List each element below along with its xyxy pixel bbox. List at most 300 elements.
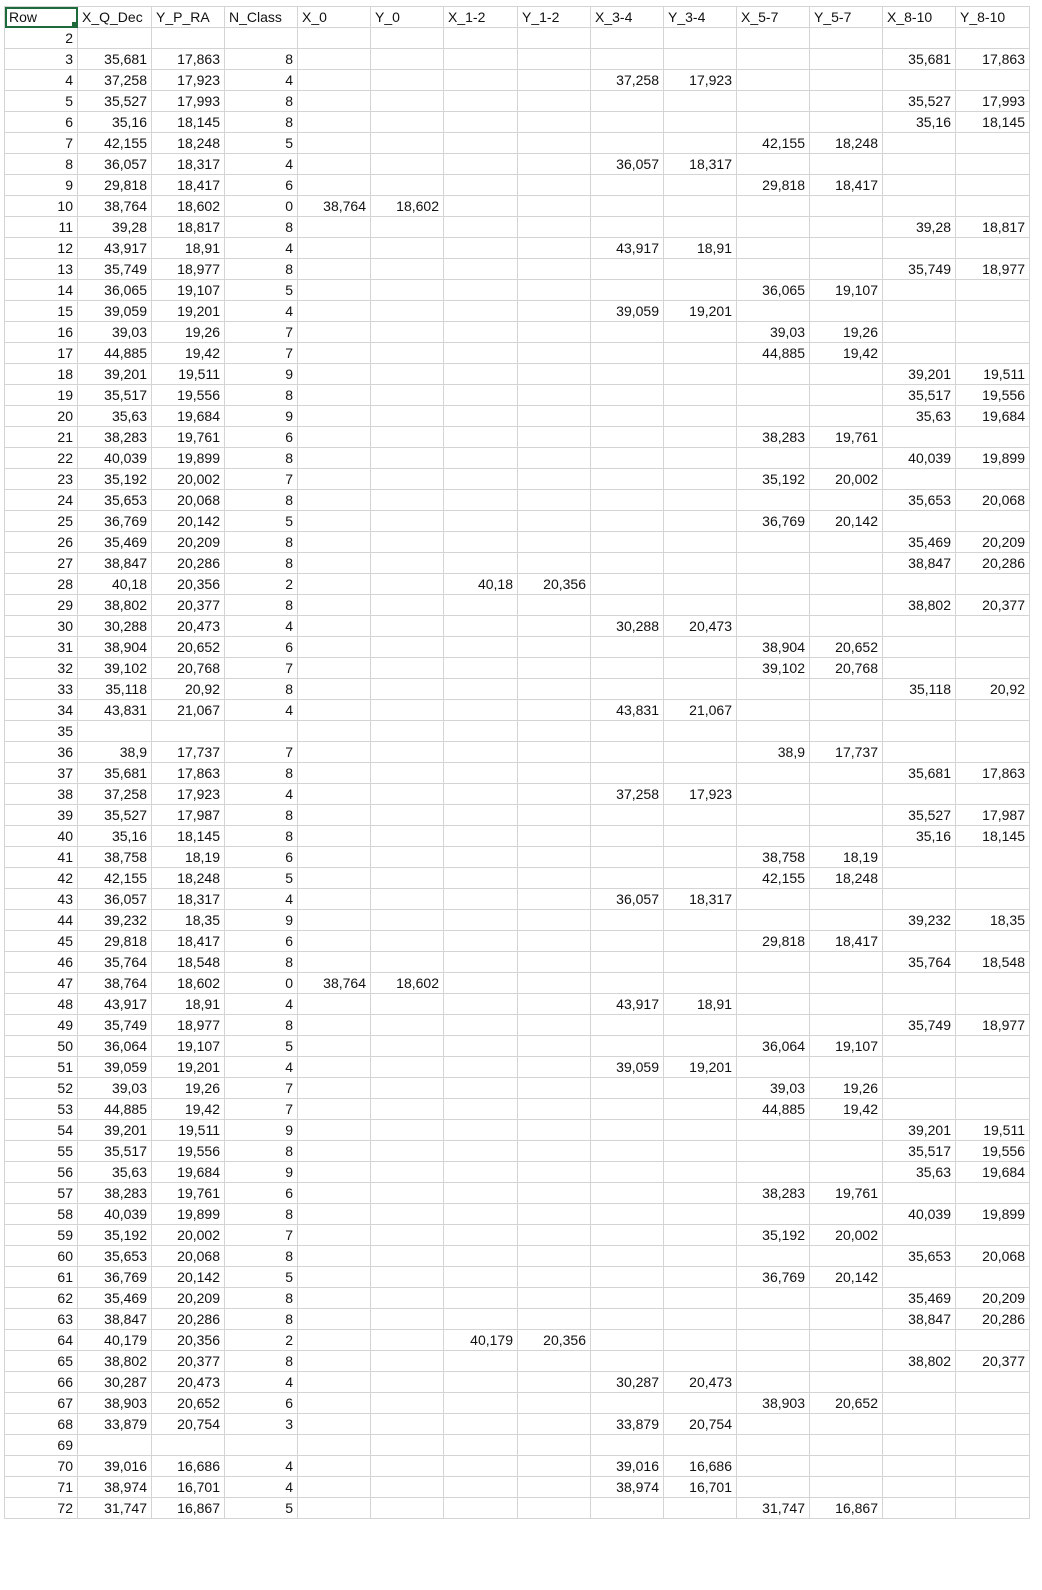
data-cell[interactable] — [956, 1435, 1030, 1456]
data-cell[interactable] — [518, 1393, 591, 1414]
data-cell[interactable]: 2 — [225, 1330, 298, 1351]
data-cell[interactable] — [444, 301, 518, 322]
data-cell[interactable]: 17,737 — [152, 742, 225, 763]
data-cell[interactable] — [883, 301, 956, 322]
data-cell[interactable] — [883, 280, 956, 301]
data-cell[interactable] — [518, 175, 591, 196]
data-cell[interactable] — [78, 721, 152, 742]
data-cell[interactable] — [518, 322, 591, 343]
data-cell[interactable]: 38,904 — [737, 637, 810, 658]
data-cell[interactable] — [298, 175, 371, 196]
data-cell[interactable]: 8 — [225, 1351, 298, 1372]
data-cell[interactable] — [298, 259, 371, 280]
data-cell[interactable]: 38,847 — [78, 1309, 152, 1330]
data-cell[interactable]: 19,201 — [664, 1057, 737, 1078]
data-cell[interactable]: 18,19 — [810, 847, 883, 868]
data-cell[interactable] — [298, 889, 371, 910]
data-cell[interactable] — [956, 175, 1030, 196]
data-cell[interactable] — [737, 364, 810, 385]
data-cell[interactable]: 39,059 — [78, 1057, 152, 1078]
data-cell[interactable]: 19,899 — [956, 1204, 1030, 1225]
data-cell[interactable] — [956, 994, 1030, 1015]
data-cell[interactable] — [883, 784, 956, 805]
data-cell[interactable]: 35,653 — [883, 1246, 956, 1267]
data-cell[interactable] — [444, 1057, 518, 1078]
data-cell[interactable] — [591, 469, 664, 490]
data-cell[interactable]: 18,417 — [810, 175, 883, 196]
data-cell[interactable]: 20,209 — [956, 1288, 1030, 1309]
data-cell[interactable] — [883, 742, 956, 763]
data-cell[interactable] — [664, 1393, 737, 1414]
data-cell[interactable] — [444, 805, 518, 826]
data-cell[interactable] — [591, 763, 664, 784]
data-cell[interactable] — [444, 91, 518, 112]
header-cell[interactable]: Y_0 — [371, 7, 444, 28]
data-cell[interactable]: 8 — [225, 490, 298, 511]
data-cell[interactable]: 29,818 — [78, 175, 152, 196]
data-cell[interactable] — [518, 616, 591, 637]
data-cell[interactable] — [591, 952, 664, 973]
data-cell[interactable] — [883, 1330, 956, 1351]
data-cell[interactable]: 9 — [225, 910, 298, 931]
data-cell[interactable] — [737, 91, 810, 112]
data-cell[interactable] — [591, 1225, 664, 1246]
data-cell[interactable] — [444, 1477, 518, 1498]
data-cell[interactable]: 33,879 — [591, 1414, 664, 1435]
data-cell[interactable]: 39,201 — [883, 1120, 956, 1141]
data-cell[interactable] — [444, 70, 518, 91]
row-number-cell[interactable]: 49 — [5, 1015, 78, 1036]
data-cell[interactable]: 35,63 — [883, 1162, 956, 1183]
data-cell[interactable]: 20,768 — [152, 658, 225, 679]
row-number-cell[interactable]: 32 — [5, 658, 78, 679]
row-number-cell[interactable]: 14 — [5, 280, 78, 301]
data-cell[interactable]: 40,18 — [78, 574, 152, 595]
data-cell[interactable] — [664, 574, 737, 595]
data-cell[interactable] — [518, 490, 591, 511]
data-cell[interactable] — [371, 1372, 444, 1393]
data-cell[interactable] — [371, 364, 444, 385]
data-cell[interactable] — [883, 175, 956, 196]
data-cell[interactable] — [810, 1435, 883, 1456]
row-number-cell[interactable]: 34 — [5, 700, 78, 721]
data-cell[interactable] — [810, 952, 883, 973]
data-cell[interactable]: 20,002 — [810, 1225, 883, 1246]
data-cell[interactable]: 6 — [225, 1183, 298, 1204]
data-cell[interactable] — [518, 1309, 591, 1330]
data-cell[interactable] — [298, 469, 371, 490]
data-cell[interactable] — [518, 1057, 591, 1078]
data-cell[interactable] — [883, 889, 956, 910]
row-number-cell[interactable]: 40 — [5, 826, 78, 847]
data-cell[interactable] — [298, 1498, 371, 1519]
data-cell[interactable]: 19,761 — [810, 1183, 883, 1204]
data-cell[interactable] — [591, 1078, 664, 1099]
data-cell[interactable] — [152, 1435, 225, 1456]
data-cell[interactable]: 19,26 — [152, 1078, 225, 1099]
data-cell[interactable] — [956, 427, 1030, 448]
data-cell[interactable] — [444, 175, 518, 196]
data-cell[interactable] — [371, 595, 444, 616]
data-cell[interactable] — [810, 553, 883, 574]
data-cell[interactable]: 3 — [225, 1414, 298, 1435]
data-cell[interactable] — [371, 952, 444, 973]
data-cell[interactable] — [591, 742, 664, 763]
data-cell[interactable]: 36,057 — [591, 154, 664, 175]
row-number-cell[interactable]: 37 — [5, 763, 78, 784]
data-cell[interactable] — [518, 1225, 591, 1246]
data-cell[interactable] — [664, 49, 737, 70]
data-cell[interactable]: 19,761 — [152, 427, 225, 448]
data-cell[interactable] — [444, 931, 518, 952]
data-cell[interactable]: 7 — [225, 658, 298, 679]
data-cell[interactable] — [737, 1435, 810, 1456]
data-cell[interactable] — [956, 322, 1030, 343]
data-cell[interactable] — [444, 994, 518, 1015]
data-cell[interactable]: 19,26 — [810, 1078, 883, 1099]
data-cell[interactable]: 35,192 — [78, 1225, 152, 1246]
data-cell[interactable]: 35,764 — [883, 952, 956, 973]
data-cell[interactable] — [298, 1099, 371, 1120]
data-cell[interactable] — [664, 742, 737, 763]
data-cell[interactable]: 18,248 — [810, 133, 883, 154]
data-cell[interactable]: 38,9 — [78, 742, 152, 763]
data-cell[interactable]: 18,35 — [956, 910, 1030, 931]
data-cell[interactable] — [518, 1015, 591, 1036]
data-cell[interactable]: 43,917 — [591, 238, 664, 259]
data-cell[interactable] — [371, 1078, 444, 1099]
data-cell[interactable]: 19,899 — [956, 448, 1030, 469]
data-cell[interactable]: 8 — [225, 49, 298, 70]
data-cell[interactable] — [78, 28, 152, 49]
data-cell[interactable] — [518, 1183, 591, 1204]
data-cell[interactable]: 0 — [225, 973, 298, 994]
data-cell[interactable]: 36,065 — [78, 280, 152, 301]
data-cell[interactable]: 19,761 — [810, 427, 883, 448]
data-cell[interactable] — [591, 868, 664, 889]
data-cell[interactable]: 20,652 — [810, 1393, 883, 1414]
data-cell[interactable] — [591, 1351, 664, 1372]
header-cell[interactable]: Y_8-10 — [956, 7, 1030, 28]
data-cell[interactable] — [956, 637, 1030, 658]
data-cell[interactable]: 17,863 — [956, 49, 1030, 70]
data-cell[interactable] — [956, 784, 1030, 805]
row-number-cell[interactable]: 41 — [5, 847, 78, 868]
data-cell[interactable] — [371, 280, 444, 301]
row-number-cell[interactable]: 65 — [5, 1351, 78, 1372]
data-cell[interactable]: 38,283 — [737, 427, 810, 448]
data-cell[interactable]: 19,42 — [152, 1099, 225, 1120]
data-cell[interactable] — [737, 70, 810, 91]
data-cell[interactable]: 20,377 — [956, 1351, 1030, 1372]
data-cell[interactable] — [956, 133, 1030, 154]
header-cell[interactable]: X_1-2 — [444, 7, 518, 28]
data-cell[interactable] — [444, 1351, 518, 1372]
row-number-cell[interactable]: 2 — [5, 28, 78, 49]
data-cell[interactable]: 42,155 — [737, 133, 810, 154]
data-cell[interactable]: 20,473 — [664, 616, 737, 637]
data-cell[interactable]: 40,039 — [78, 1204, 152, 1225]
data-cell[interactable] — [664, 1015, 737, 1036]
row-number-cell[interactable]: 39 — [5, 805, 78, 826]
data-cell[interactable]: 39,03 — [78, 1078, 152, 1099]
data-cell[interactable] — [518, 868, 591, 889]
data-cell[interactable]: 42,155 — [737, 868, 810, 889]
data-cell[interactable] — [883, 847, 956, 868]
data-cell[interactable] — [298, 1456, 371, 1477]
header-cell[interactable]: X_5-7 — [737, 7, 810, 28]
data-cell[interactable]: 18,91 — [664, 238, 737, 259]
data-cell[interactable] — [444, 889, 518, 910]
data-cell[interactable]: 38,758 — [737, 847, 810, 868]
data-cell[interactable] — [371, 1225, 444, 1246]
data-cell[interactable] — [810, 595, 883, 616]
data-cell[interactable] — [591, 1036, 664, 1057]
data-cell[interactable]: 19,556 — [956, 1141, 1030, 1162]
row-number-cell[interactable]: 44 — [5, 910, 78, 931]
data-cell[interactable] — [298, 994, 371, 1015]
data-cell[interactable] — [444, 826, 518, 847]
data-cell[interactable]: 33,879 — [78, 1414, 152, 1435]
data-cell[interactable] — [298, 91, 371, 112]
data-cell[interactable] — [664, 490, 737, 511]
data-cell[interactable]: 39,201 — [883, 364, 956, 385]
data-cell[interactable] — [737, 259, 810, 280]
data-cell[interactable] — [298, 301, 371, 322]
data-cell[interactable] — [518, 763, 591, 784]
data-cell[interactable] — [737, 490, 810, 511]
data-cell[interactable]: 17,863 — [956, 763, 1030, 784]
data-cell[interactable] — [810, 364, 883, 385]
data-cell[interactable]: 40,18 — [444, 574, 518, 595]
data-cell[interactable] — [371, 1141, 444, 1162]
data-cell[interactable]: 43,917 — [78, 994, 152, 1015]
row-number-cell[interactable]: 42 — [5, 868, 78, 889]
data-cell[interactable] — [664, 763, 737, 784]
data-cell[interactable] — [444, 154, 518, 175]
data-cell[interactable] — [956, 742, 1030, 763]
data-cell[interactable] — [883, 721, 956, 742]
data-cell[interactable] — [737, 28, 810, 49]
data-cell[interactable] — [371, 1183, 444, 1204]
data-cell[interactable] — [444, 133, 518, 154]
data-cell[interactable] — [737, 1372, 810, 1393]
data-cell[interactable]: 8 — [225, 448, 298, 469]
data-cell[interactable] — [371, 1267, 444, 1288]
data-cell[interactable]: 20,377 — [956, 595, 1030, 616]
data-cell[interactable] — [810, 826, 883, 847]
data-cell[interactable] — [444, 1393, 518, 1414]
data-cell[interactable] — [591, 1015, 664, 1036]
row-number-cell[interactable]: 36 — [5, 742, 78, 763]
data-cell[interactable]: 35,469 — [78, 1288, 152, 1309]
data-cell[interactable] — [225, 1435, 298, 1456]
data-cell[interactable]: 20,92 — [152, 679, 225, 700]
data-cell[interactable] — [737, 1456, 810, 1477]
data-cell[interactable] — [591, 1099, 664, 1120]
data-cell[interactable] — [518, 1246, 591, 1267]
data-cell[interactable]: 35,527 — [78, 91, 152, 112]
data-cell[interactable] — [518, 259, 591, 280]
data-cell[interactable]: 8 — [225, 217, 298, 238]
data-cell[interactable]: 35,517 — [883, 1141, 956, 1162]
data-cell[interactable] — [956, 721, 1030, 742]
data-cell[interactable]: 35,16 — [883, 826, 956, 847]
data-cell[interactable]: 39,059 — [591, 301, 664, 322]
data-cell[interactable] — [810, 910, 883, 931]
data-cell[interactable] — [883, 616, 956, 637]
data-cell[interactable]: 17,923 — [152, 70, 225, 91]
data-cell[interactable] — [518, 364, 591, 385]
data-cell[interactable] — [371, 448, 444, 469]
data-cell[interactable]: 20,002 — [152, 1225, 225, 1246]
data-cell[interactable] — [518, 1078, 591, 1099]
data-cell[interactable] — [591, 1246, 664, 1267]
data-cell[interactable]: 5 — [225, 1267, 298, 1288]
data-cell[interactable] — [883, 427, 956, 448]
data-cell[interactable] — [810, 1120, 883, 1141]
data-cell[interactable] — [371, 910, 444, 931]
data-cell[interactable] — [371, 1435, 444, 1456]
data-cell[interactable] — [956, 1477, 1030, 1498]
data-cell[interactable] — [810, 994, 883, 1015]
data-cell[interactable]: 0 — [225, 196, 298, 217]
data-cell[interactable] — [298, 490, 371, 511]
data-cell[interactable]: 20,142 — [810, 511, 883, 532]
row-number-cell[interactable]: 28 — [5, 574, 78, 595]
data-cell[interactable] — [664, 721, 737, 742]
data-cell[interactable]: 39,03 — [78, 322, 152, 343]
data-cell[interactable] — [298, 763, 371, 784]
row-number-cell[interactable]: 71 — [5, 1477, 78, 1498]
data-cell[interactable]: 39,201 — [78, 364, 152, 385]
data-cell[interactable]: 20,652 — [152, 1393, 225, 1414]
data-cell[interactable] — [737, 1477, 810, 1498]
data-cell[interactable] — [664, 532, 737, 553]
data-cell[interactable] — [298, 1309, 371, 1330]
data-cell[interactable] — [371, 1477, 444, 1498]
data-cell[interactable]: 20,356 — [152, 574, 225, 595]
data-cell[interactable]: 39,232 — [78, 910, 152, 931]
data-cell[interactable] — [591, 910, 664, 931]
data-cell[interactable]: 8 — [225, 1015, 298, 1036]
data-cell[interactable] — [810, 1015, 883, 1036]
data-cell[interactable]: 8 — [225, 1246, 298, 1267]
row-number-cell[interactable]: 38 — [5, 784, 78, 805]
data-cell[interactable]: 8 — [225, 385, 298, 406]
data-cell[interactable] — [444, 448, 518, 469]
data-cell[interactable] — [444, 280, 518, 301]
row-number-cell[interactable]: 31 — [5, 637, 78, 658]
data-cell[interactable]: 19,42 — [810, 1099, 883, 1120]
data-cell[interactable] — [298, 1288, 371, 1309]
data-cell[interactable] — [883, 1183, 956, 1204]
data-cell[interactable] — [956, 931, 1030, 952]
data-cell[interactable] — [591, 322, 664, 343]
data-cell[interactable]: 8 — [225, 532, 298, 553]
data-cell[interactable] — [737, 994, 810, 1015]
data-cell[interactable] — [371, 28, 444, 49]
row-number-cell[interactable]: 33 — [5, 679, 78, 700]
data-cell[interactable] — [737, 301, 810, 322]
row-number-cell[interactable]: 70 — [5, 1456, 78, 1477]
data-cell[interactable]: 38,802 — [78, 1351, 152, 1372]
data-cell[interactable] — [883, 1225, 956, 1246]
row-number-cell[interactable]: 5 — [5, 91, 78, 112]
data-cell[interactable] — [298, 616, 371, 637]
data-cell[interactable]: 39,102 — [737, 658, 810, 679]
row-number-cell[interactable]: 47 — [5, 973, 78, 994]
data-cell[interactable]: 20,356 — [518, 1330, 591, 1351]
data-cell[interactable]: 19,107 — [152, 280, 225, 301]
data-cell[interactable] — [810, 679, 883, 700]
data-cell[interactable] — [810, 1288, 883, 1309]
data-cell[interactable] — [518, 385, 591, 406]
data-cell[interactable]: 44,885 — [78, 343, 152, 364]
data-cell[interactable] — [664, 805, 737, 826]
data-cell[interactable] — [664, 1435, 737, 1456]
data-cell[interactable] — [591, 133, 664, 154]
data-cell[interactable]: 35,681 — [78, 763, 152, 784]
data-cell[interactable]: 18,317 — [664, 889, 737, 910]
data-cell[interactable] — [371, 133, 444, 154]
data-cell[interactable] — [591, 343, 664, 364]
data-cell[interactable]: 35,63 — [883, 406, 956, 427]
data-cell[interactable] — [298, 1393, 371, 1414]
data-cell[interactable] — [298, 931, 371, 952]
data-cell[interactable] — [737, 154, 810, 175]
data-cell[interactable] — [298, 574, 371, 595]
data-cell[interactable]: 8 — [225, 763, 298, 784]
data-cell[interactable] — [883, 238, 956, 259]
data-cell[interactable] — [883, 70, 956, 91]
data-cell[interactable] — [591, 49, 664, 70]
data-cell[interactable] — [518, 595, 591, 616]
data-cell[interactable] — [737, 49, 810, 70]
data-cell[interactable]: 43,917 — [78, 238, 152, 259]
row-number-cell[interactable]: 54 — [5, 1120, 78, 1141]
data-cell[interactable] — [298, 700, 371, 721]
data-cell[interactable] — [810, 1330, 883, 1351]
data-cell[interactable]: 19,201 — [152, 1057, 225, 1078]
data-cell[interactable] — [591, 1498, 664, 1519]
row-number-cell[interactable]: 20 — [5, 406, 78, 427]
data-cell[interactable]: 44,885 — [737, 1099, 810, 1120]
data-cell[interactable]: 19,684 — [956, 406, 1030, 427]
data-cell[interactable] — [298, 427, 371, 448]
data-cell[interactable]: 7 — [225, 742, 298, 763]
data-cell[interactable] — [371, 1120, 444, 1141]
data-cell[interactable] — [298, 343, 371, 364]
data-cell[interactable] — [591, 1162, 664, 1183]
data-cell[interactable] — [444, 1414, 518, 1435]
data-cell[interactable] — [737, 595, 810, 616]
data-cell[interactable] — [664, 364, 737, 385]
data-cell[interactable]: 29,818 — [737, 931, 810, 952]
data-cell[interactable] — [518, 553, 591, 574]
data-cell[interactable] — [298, 532, 371, 553]
data-cell[interactable]: 20,002 — [152, 469, 225, 490]
data-cell[interactable]: 39,201 — [78, 1120, 152, 1141]
data-cell[interactable] — [883, 28, 956, 49]
row-number-cell[interactable]: 51 — [5, 1057, 78, 1078]
data-cell[interactable] — [591, 1309, 664, 1330]
data-cell[interactable] — [518, 133, 591, 154]
data-cell[interactable] — [518, 1036, 591, 1057]
data-cell[interactable]: 18,817 — [152, 217, 225, 238]
data-cell[interactable]: 39,03 — [737, 1078, 810, 1099]
data-cell[interactable] — [298, 784, 371, 805]
